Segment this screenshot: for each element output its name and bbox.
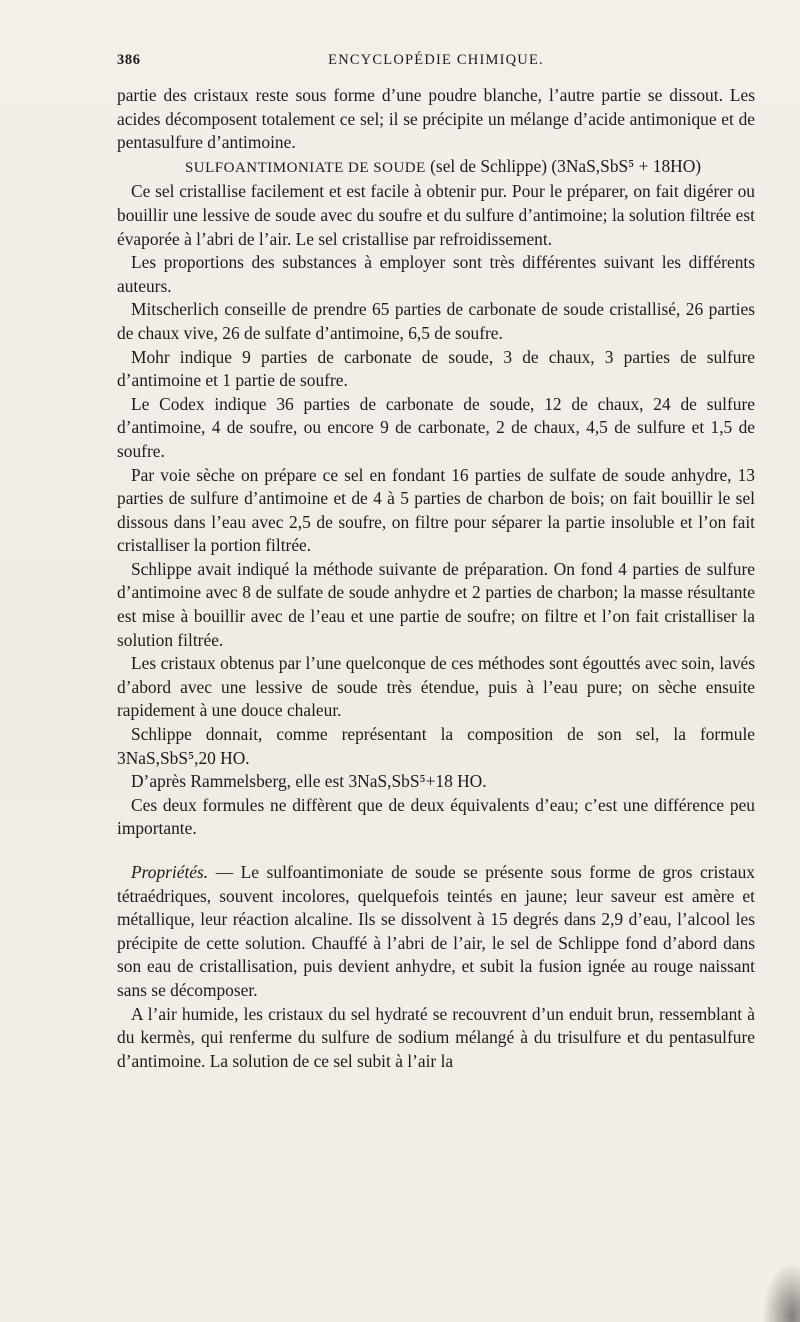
section-title bbox=[117, 155, 755, 181]
paragraph: Les proportions des substances à employer sont très différentes suivant les différents auteurs. bbox=[117, 252, 755, 296]
properties-label: Propriétés. bbox=[131, 862, 209, 882]
paragraph: Les cristaux obtenus par l’une quelconque de ces méthodes sont égouttés avec soin, lavés d’abord avec une lessive de soude très étendue, puis à l’eau pure; on sèche ensuite rapidement à une douce chaleur. bbox=[117, 653, 755, 721]
section-title-subtitle: (sel de Schlippe) (3NaS,SbS⁵ + 18HO) bbox=[430, 155, 702, 176]
paragraph: D’après Rammelsberg, elle est 3NaS,SbS⁵+18 HO. bbox=[131, 771, 487, 792]
paragraph: Mohr indique 9 parties de carbonate de soude, 3 de chaux, 3 parties de sulfure d’antimoine et 1 partie de soufre. bbox=[117, 346, 755, 391]
properties-text: — Le sulfoantimoniate de soude se présente sous forme de gros cristaux tétraédriques, souvent incolores, quelquefois teintés en jaune; leur saveur est amère et métallique, leur réaction alcaline. Ils se dissolvent à 15 degrés dans 2,9 d’eau, l’alcool les précipite de cette solution. Chauffé à l’abri de l’air, le sel de Schlippe fond d’abord dans son eau de cristallisation, puis devient anhydre, et subit la fusion ignée au rouge naissant sans se décomposer. bbox=[117, 862, 755, 1000]
properties-paragraph bbox=[117, 861, 755, 1003]
paragraph: Schlippe avait indiqué la méthode suivante de préparation. On fond 4 parties de sulfure d’antimoine avec 8 de sulfate de soude anhydre et 2 parties de charbon; la masse résultante est mise à bouillir avec de l’eau et une partie de soufre; on filtre et l’on fait cristalliser la solution filtrée. bbox=[117, 558, 755, 650]
paragraph: Ce sel cristallise facilement et est facile à obtenir pur. Pour le préparer, on fait digérer ou bouillir une lessive de soude avec du soufre et du sulfure d’antimoine; la solution filtrée est évaporée à l’abri de l’air. Le sel cristallise par refroidissement. bbox=[117, 181, 755, 249]
intro-paragraph: partie des cristaux reste sous forme d’une poudre blanche, l’autre partie se dissout. Les acides décomposent totalement ce sel; il se précipite un mélange d’acide antimonique et de pentasulfure d’antimoine. bbox=[117, 85, 755, 153]
section-gap bbox=[117, 841, 755, 861]
section-title-name: SULFOANTIMONIATE DE SOUDE bbox=[184, 159, 426, 176]
scan-mark bbox=[762, 1262, 800, 1322]
last-paragraph: A l’air humide, les cristaux du sel hydraté se recouvrent d’un enduit brun, ressemblant à du kermès, qui renferme du sulfure de sodium mélangé à du trisulfure et du pentasulfure d’antimoine. La solution de ce sel subit à l’air la bbox=[117, 1003, 755, 1071]
page-body bbox=[117, 84, 755, 1073]
paragraph: Mitscherlich conseille de prendre 65 parties de carbonate de soude cristallisé, 26 parties de chaux vive, 26 de sulfate d’antimoine, 6,5 de soufre. bbox=[117, 299, 755, 343]
running-title: ENCYCLOPÉDIE CHIMIQUE. bbox=[328, 52, 544, 68]
paragraph: Par voie sèche on prépare ce sel en fondant 16 parties de sulfate de soude anhydre, 13 parties de sulfure d’antimoine et de 4 à 5 parties de charbon de bois; on fait bouillir le sel dissous dans l’eau avec 2,5 de soufre, on filtre pour séparer la partie insoluble et l’on fait cristalliser la portion filtrée. bbox=[117, 464, 755, 556]
page-number: 386 bbox=[117, 52, 141, 68]
paragraph: Schlippe donnait, comme représentant la composition de son sel, la formule 3NaS,SbS⁵,20 HO. bbox=[117, 724, 755, 768]
paragraph: Le Codex indique 36 parties de carbonate de soude, 12 de chaux, 24 de sulfure d’antimoine, 4 de soufre, ou encore 9 de carbonate, 2 de chaux, 4,5 de sulfure et 1,5 de soufre. bbox=[117, 393, 755, 461]
page-header bbox=[117, 52, 755, 72]
paragraph: Ces deux formules ne diffèrent que de deux équivalents d’eau; c’est une différence peu importante. bbox=[117, 794, 755, 839]
